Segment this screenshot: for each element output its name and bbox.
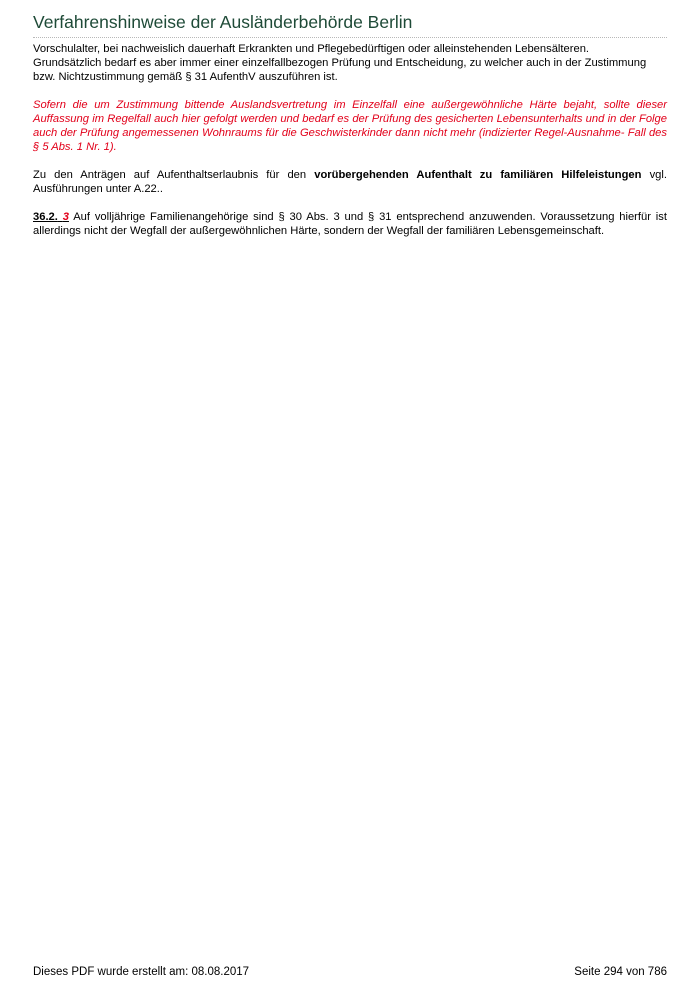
paragraph-family-assistance <box>33 168 667 196</box>
paragraph-highlighted-note: Sofern die um Zustimmung bittende Auslandsvertretung im Einzelfall eine außergewöhnliche Härte bejaht, sollte dieser Auffassung im Regelfall auch hier gefolgt werden und bedarf es der Prüfung des gesicherten Lebensunterhalts und in der Folge auch der Prüfung angemessenen Wohnraums für die Geschwisterkinder dann nicht mehr (indizierter Regel-Ausnahme- Fall des § 5 Abs. 1 Nr. 1). <box>33 99 667 153</box>
footer-created-date: Dieses PDF wurde erstellt am: 08.08.2017 <box>33 966 250 978</box>
paragraph-intro <box>33 42 667 84</box>
paragraph-intro-line-2: Grundsätzlich bedarf es aber immer einer einzelfallbezogen Prüfung und Entscheidung, zu welcher auch in der Zustimmung <box>33 57 647 69</box>
paragraph-section-36-2 <box>33 210 667 238</box>
paragraph-family-assistance-bold: vorübergehenden Aufenthalt zu familiären Hilfeleistungen <box>314 169 642 181</box>
section-number: 36.2. <box>33 211 58 223</box>
section-36-2-text: Auf volljährige Familienangehörige sind § 30 Abs. 3 und § 31 entsprechend anzuwenden. Voraussetzung hierfür ist allerdings nicht der Wegfall der außergewöhnlichen Härte, sondern der Wegfall der familiären Lebensgemeinschaft. <box>33 211 667 237</box>
page-title: Verfahrenshinweise der Ausländerbehörde Berlin <box>33 12 413 32</box>
footer-page-number: Seite 294 von 786 <box>574 966 667 978</box>
paragraph-family-assistance-text-after: vgl. Ausführungen unter A.22.. <box>33 169 667 195</box>
sentence-number: 3 <box>62 211 69 223</box>
title-divider <box>33 37 667 38</box>
document-body <box>33 42 667 252</box>
paragraph-intro-line-3: bzw. Nichtzustimmung gemäß § 31 AufenthV auszuführen ist. <box>33 71 338 83</box>
paragraph-intro-line-1: Vorschulalter, bei nachweislich dauerhaft Erkrankten und Pflegebedürftigen oder alleinstehenden Lebensälteren. <box>33 43 590 55</box>
paragraph-family-assistance-text-before: Zu den Anträgen auf Aufenthaltserlaubnis für den <box>33 169 315 181</box>
